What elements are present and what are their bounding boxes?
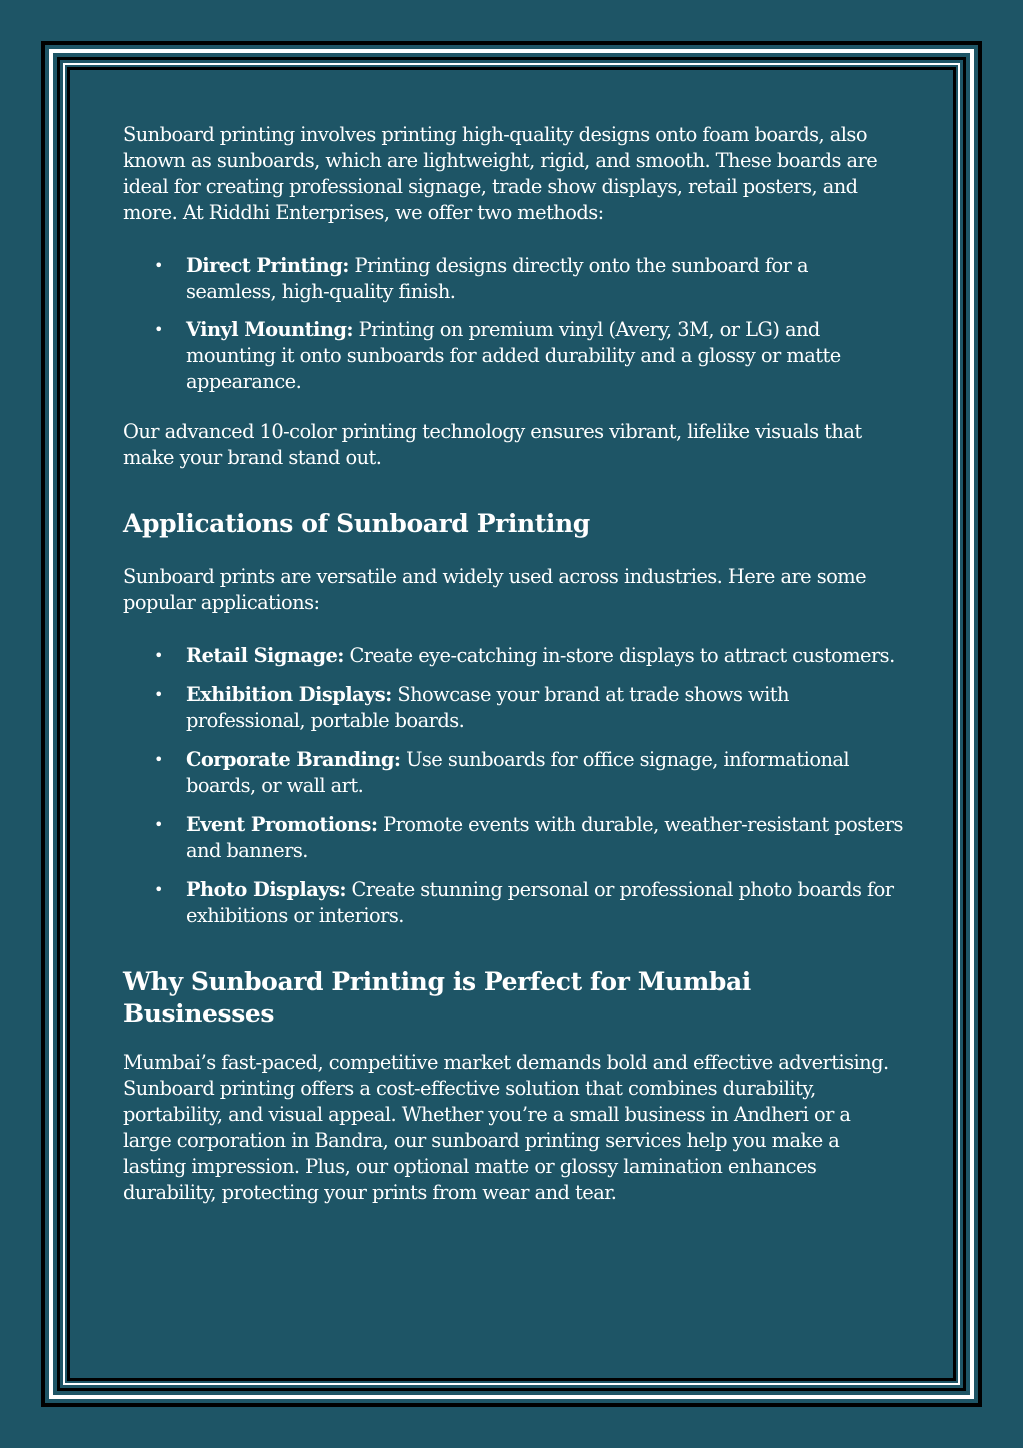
list-item-term: Retail Signage: <box>186 644 344 667</box>
list-item-term: Photo Displays: <box>186 878 346 901</box>
applications-list <box>123 643 903 929</box>
list-item-term: Exhibition Displays: <box>186 683 392 706</box>
list-item <box>123 317 903 395</box>
list-item-text: Printing on premium vinyl (Avery, 3M, or LG) and mounting it onto sunboards for added durability and a glossy or matte appearance. <box>186 318 841 393</box>
list-item <box>123 643 903 669</box>
list-item-term: Corporate Branding: <box>186 748 401 771</box>
list-item-text: Use sunboards for office signage, informational boards, or wall art. <box>186 748 850 797</box>
list-item-term: Vinyl Mounting: <box>186 318 354 341</box>
list-item <box>123 877 903 929</box>
list-item-term: Direct Printing: <box>186 254 349 277</box>
intro-paragraph: Sunboard printing involves printing high-quality designs onto foam boards, also known as sunboards, which are lightweight, rigid, and smooth. These boards are ideal for creating professional signage, trade show displays, retail posters, and more. At Riddhi Enterprises, we offer two methods: <box>123 123 878 224</box>
list-item-text: Create stunning personal or professional photo boards for exhibitions or interiors. <box>186 878 894 927</box>
list-item <box>123 253 903 305</box>
list-item <box>123 747 903 799</box>
why-paragraph: Mumbai’s fast-paced, competitive market demands bold and effective advertising. Sunboard printing offers a cost-effective solution that combines durability, portability, and visual appeal. Whether you’re a small business in Andheri or a large corporation in Bandra, our sunboard printing services help you make a lasting impression. Plus, our optional matte or glossy lamination enhances durability, protecting your prints from wear and tear. <box>123 1051 889 1204</box>
list-item-text: Promote events with durable, weather-resistant posters and banners. <box>186 813 903 862</box>
applications-heading: Applications of Sunboard Printing <box>123 509 590 538</box>
list-item-text: Showcase your brand at trade shows with professional, portable boards. <box>186 683 789 732</box>
list-item-term: Event Promotions: <box>186 813 378 836</box>
methods-list <box>123 253 903 395</box>
list-item-text: Create eye-catching in-store displays to attract customers. <box>343 644 895 667</box>
applications-paragraph: Sunboard prints are versatile and widely used across industries. Here are some popular applications: <box>123 565 867 614</box>
intro-closing-paragraph: Our advanced 10-color printing technology ensures vibrant, lifelike visuals that make your brand stand out. <box>123 420 862 469</box>
list-item <box>123 682 903 734</box>
list-item-text: Printing designs directly onto the sunboard for a seamless, high-quality finish. <box>186 254 808 303</box>
why-heading: Why Sunboard Printing is Perfect for Mumbai Businesses <box>123 967 751 1028</box>
list-item <box>123 812 903 864</box>
document-content <box>123 122 903 1206</box>
